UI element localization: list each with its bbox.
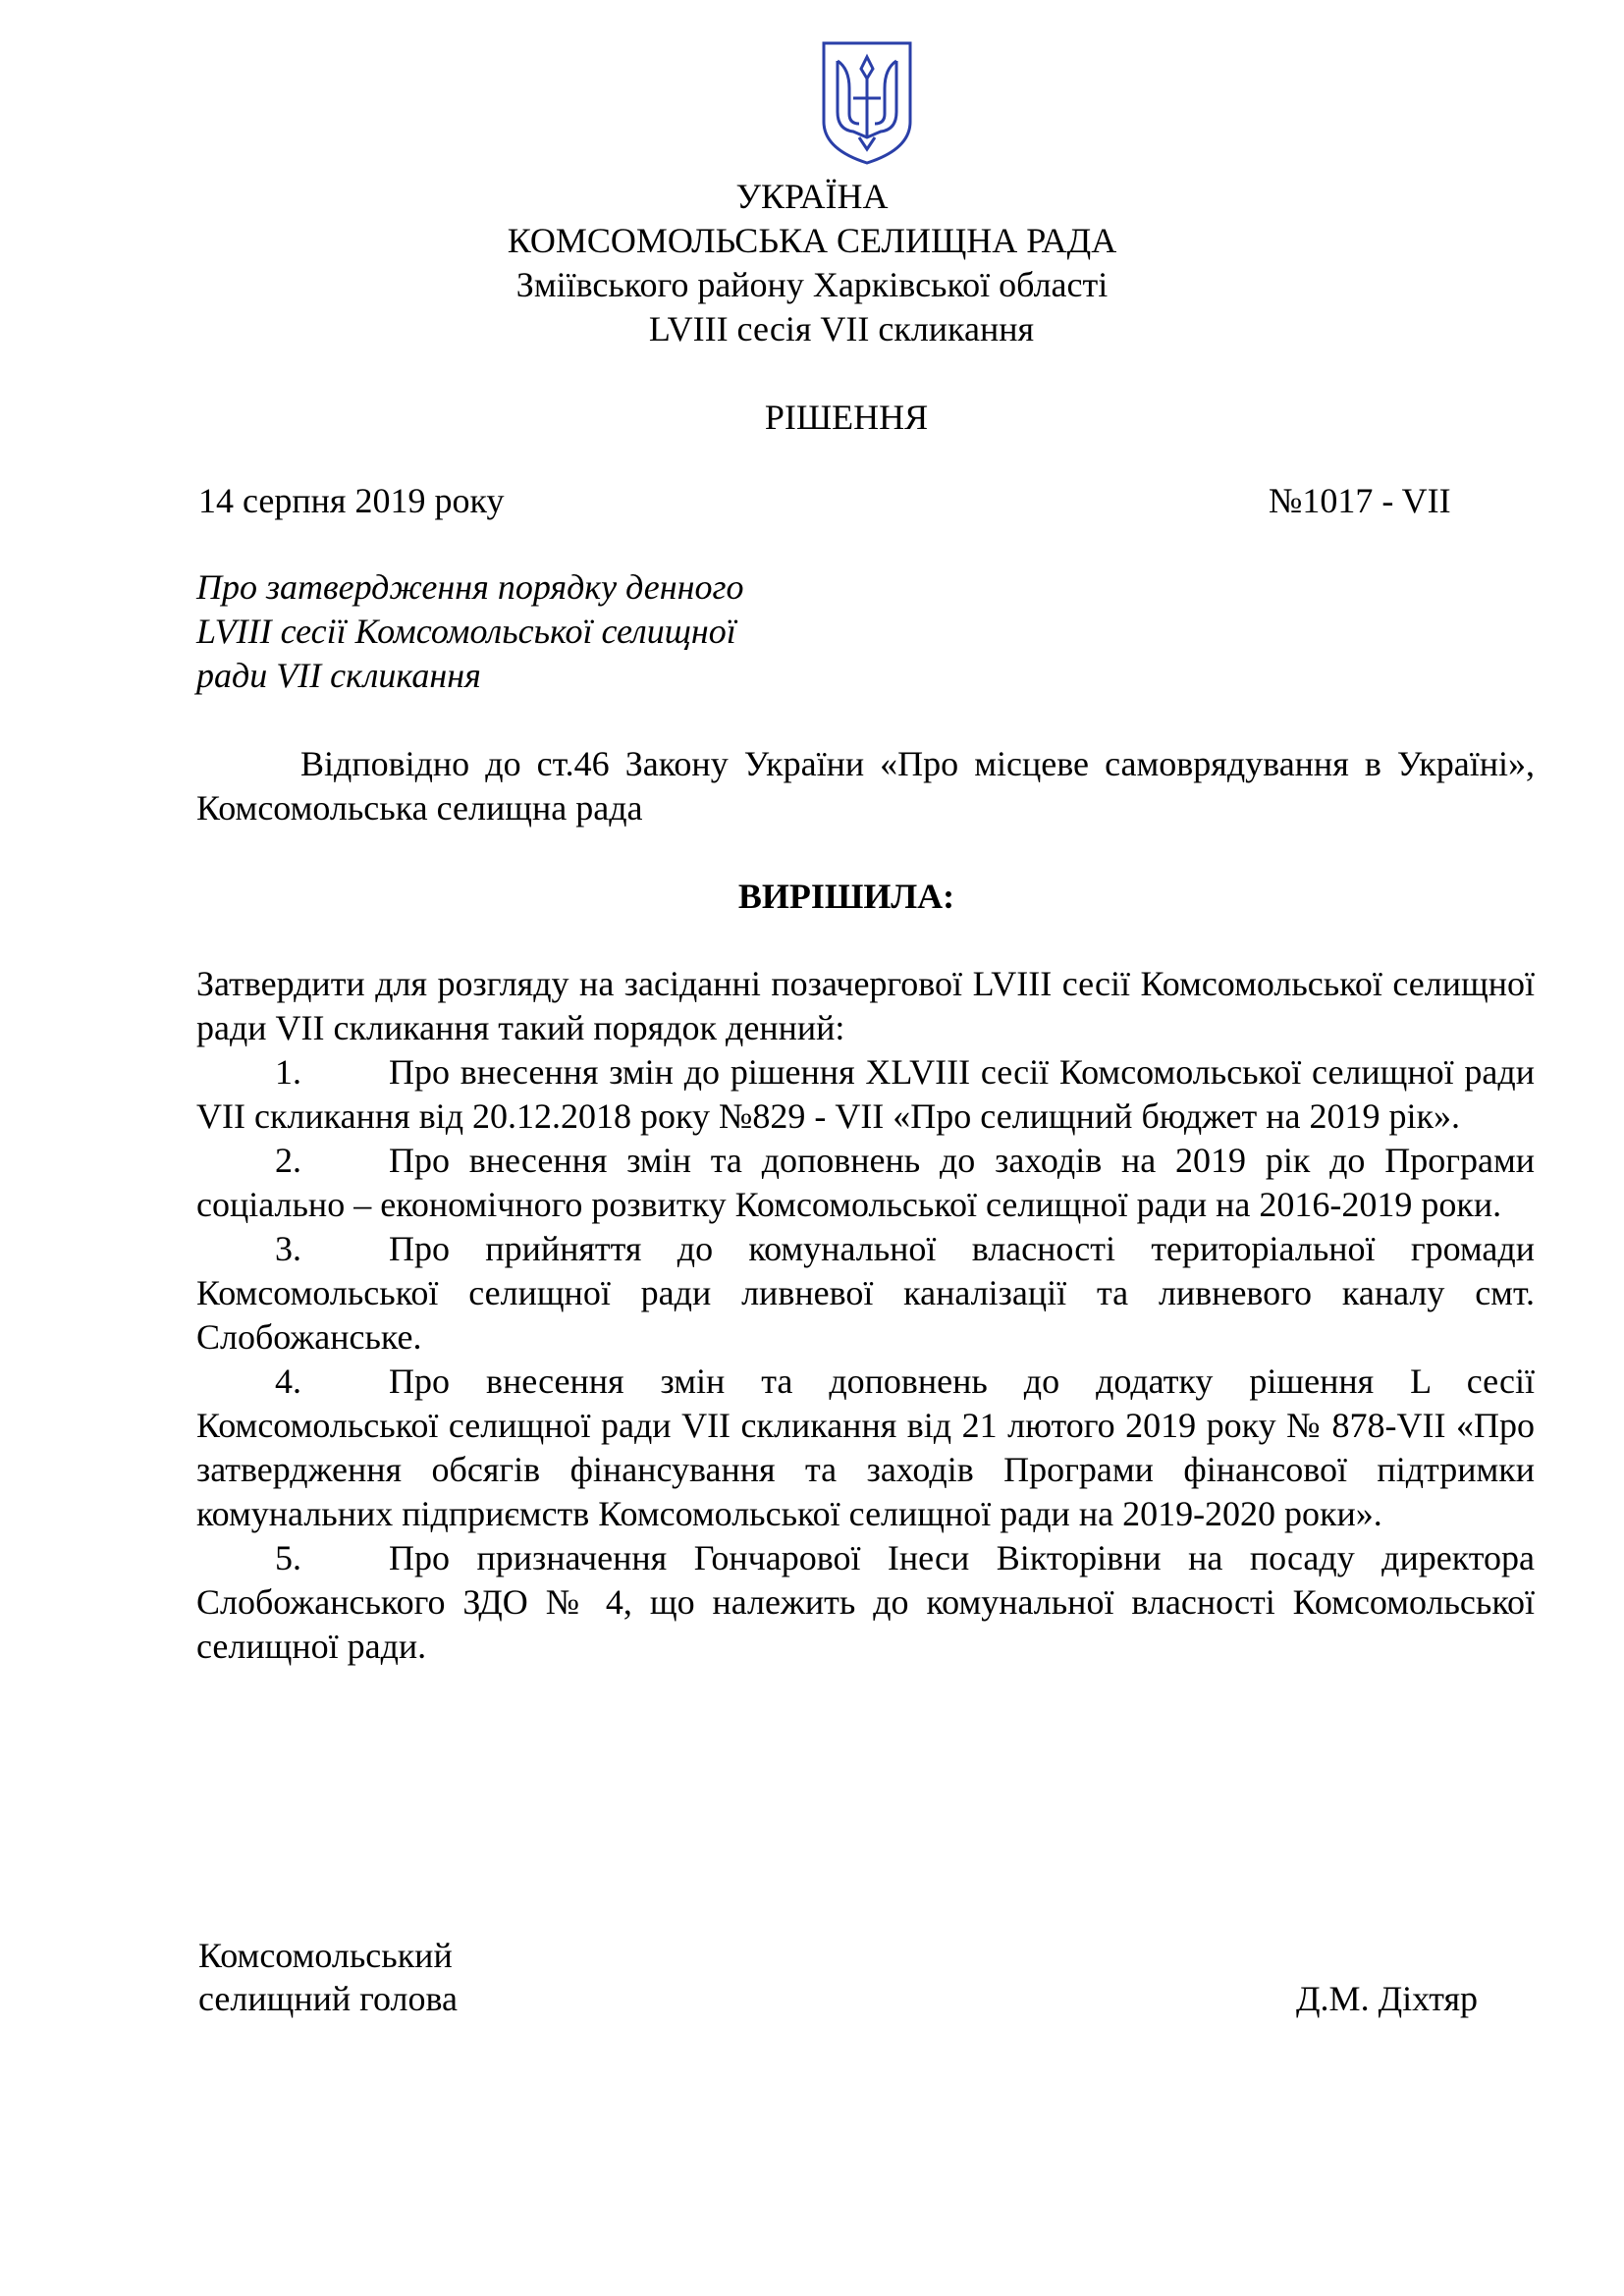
agenda-item xyxy=(196,1139,1535,1227)
agenda-item-number: 3. xyxy=(275,1229,301,1268)
document-type-title: РІШЕННЯ xyxy=(764,398,929,437)
agenda-item-text: Про внесення змін до рішення XLVIII сесії Комсомольської селищної ради VII скликання від 20.12.2018 року №829 - VII «Про селищний бюджет на 2019 рік». xyxy=(196,1052,1535,1136)
signature-title-line: Комсомольський xyxy=(198,1936,453,1975)
agenda-item xyxy=(196,1227,1535,1360)
header-session: LVIII сесія VII скликання xyxy=(648,309,1035,348)
decided-heading: ВИРІШИЛА: xyxy=(737,877,955,916)
agenda-item xyxy=(196,1360,1535,1536)
signatory-name: Д.М. Діхтяр xyxy=(1296,1979,1479,2018)
agenda-item-number: 4. xyxy=(275,1362,301,1401)
agenda-item-text: Про прийняття до комунальної власності територіальної громади Комсомольської селищної ради ливневої каналізації та ливневого каналу смт. Слобожанське. xyxy=(196,1229,1535,1357)
agenda-item-text: Про внесення змін та доповнень до додатку рішення L сесії Комсомольської селищної ради VII скликання від 21 лютого 2019 року № 878-VII «Про затвердження обсягів фінансування та заходів Програми фінансової підтримки комунальних підприємств Комсомольської селищної ради на 2019-2020 роки». xyxy=(196,1362,1535,1533)
agenda-item xyxy=(196,1050,1535,1139)
agenda-item xyxy=(196,1536,1535,1669)
header-country: УКРАЇНА xyxy=(735,177,889,216)
decision-subject xyxy=(196,565,744,698)
subject-line: Про затвердження порядку денного xyxy=(196,567,744,607)
trident-coat-of-arms-icon xyxy=(820,39,914,167)
subject-line: LVIII сесії Комсомольської селищної xyxy=(196,612,736,651)
agenda-item-number: 5. xyxy=(275,1538,301,1577)
agenda-item-text: Про внесення змін та доповнень до заходів на 2019 рік до Програми соціально – економічного розвитку Комсомольської селищної ради на 2016-2019 роки. xyxy=(196,1141,1535,1224)
decision-date: 14 серпня 2019 року xyxy=(198,481,505,520)
subject-line: ради VII скликання xyxy=(196,656,481,695)
agenda-intro: Затвердити для розгляду на засіданні позачергової LVIII сесії Комсомольської селищної ради VII скликання такий порядок денний: xyxy=(196,964,1535,1047)
agenda-section xyxy=(196,962,1535,1669)
preamble-paragraph: Відповідно до ст.46 Закону України «Про місцеве самоврядування в Україні», Комсомольська селищна рада xyxy=(196,744,1535,828)
decision-number: №1017 - VII xyxy=(1269,481,1451,520)
agenda-item-number: 1. xyxy=(275,1052,301,1092)
agenda-item-text: Про призначення Гончарової Інеси Вікторівни на посаду директора Слобожанського ЗДО № 4, що належить до комунальної власності Комсомольської селищної ради. xyxy=(196,1538,1535,1666)
signature-title-line: селищний голова xyxy=(198,1979,459,2018)
header-council: КОМСОМОЛЬСЬКА СЕЛИЩНА РАДА xyxy=(507,221,1117,260)
header-district: Зміївського району Харківської області xyxy=(515,265,1109,304)
agenda-item-number: 2. xyxy=(275,1141,301,1180)
